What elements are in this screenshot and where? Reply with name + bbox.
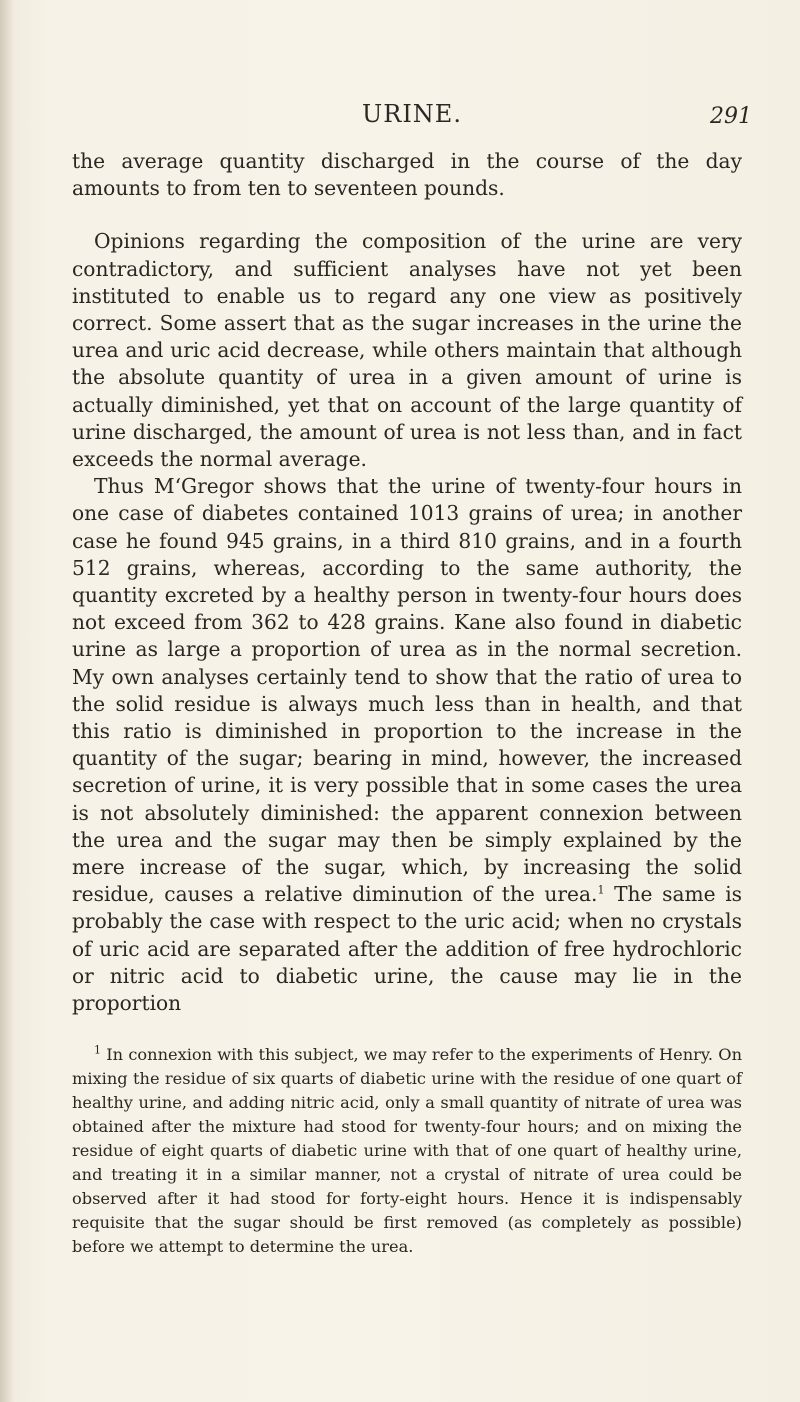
footnote-text: In connexion with this subject, we may refer to the experiments of Henry. On mixing the residue of six quarts of diabetic urine with the residue of one quart of healthy urine, and adding nitric acid, only a small quantity of nitrate of urea was obtained after the mixture had stood for twenty-four hours; and on mixing the residue of eight quarts of diabetic urine with that of one quart of healthy urine, and treating it in a similar manner, not a crystal of nitrate of urea could be observed after it had stood for forty-eight hours. Hence it is indispensably requisite that the sugar should be first removed (as completely as possible) before we attempt to determine the urea. [72,1045,742,1256]
paragraph-continuation: the average quantity discharged in the course of the day amounts to from ten to seventeen pounds. [72,149,742,201]
running-head [72,100,752,140]
page-number: 291 [710,104,752,129]
running-title: URINE. [362,100,462,128]
paragraph-mcgregor-text-continued: The same is probably the case with respect to the uric acid; when no crystals of uric acid are separated after the addition of free hydrochloric or nitric acid to diabetic urine, the cause may lie in the proportion [72,882,743,1016]
footnote [72,1043,742,1259]
paragraph-mcgregor [72,473,742,1017]
spine-shadow [0,0,14,1402]
paragraph-opinions: Opinions regarding the composition of the urine are very contradictory, and sufficient analyses have not yet been instituted to enable us to regard any one view as positively correct. Some assert that as the sugar increases in the urine the urea and uric acid decrease, while others maintain that although the absolute quantity of urea in a given amount of urine is actually diminished, yet that on account of the large quantity of urine discharged, the amount of urea is not less than, and in fact exceeds the normal average. [72,229,742,472]
paragraph-mcgregor-text: Thus M‘Gregor shows that the urine of twenty-four hours in one case of diabetes contained 1013 grains of urea; in another case he found 945 grains, in a third 810 grains, and in a fourth 512 grains, whereas, according to the same authority, the quantity excreted by a healthy person in twenty-four hours does not exceed from 362 to 428 grains. Kane also found in diabetic urine as large a proportion of urea as in the normal secretion. My own analyses certainly tend to show that the ratio of urea to the solid residue is always much less than in health, and that this ratio is diminished in proportion to the increase in the quantity of the sugar; bearing in mind, however, the increased secretion of urine, it is very possible that in some cases the urea is not absolutely diminished: the apparent connexion between the urea and the sugar may then be simply explained by the mere increase of the sugar, which, by increasing the solid residue, causes a relative diminution of the urea. [72,474,742,907]
body-text [72,148,742,1017]
footnote-reference[interactable]: 1 [597,883,605,897]
footnote-mark: 1 [94,1043,101,1057]
